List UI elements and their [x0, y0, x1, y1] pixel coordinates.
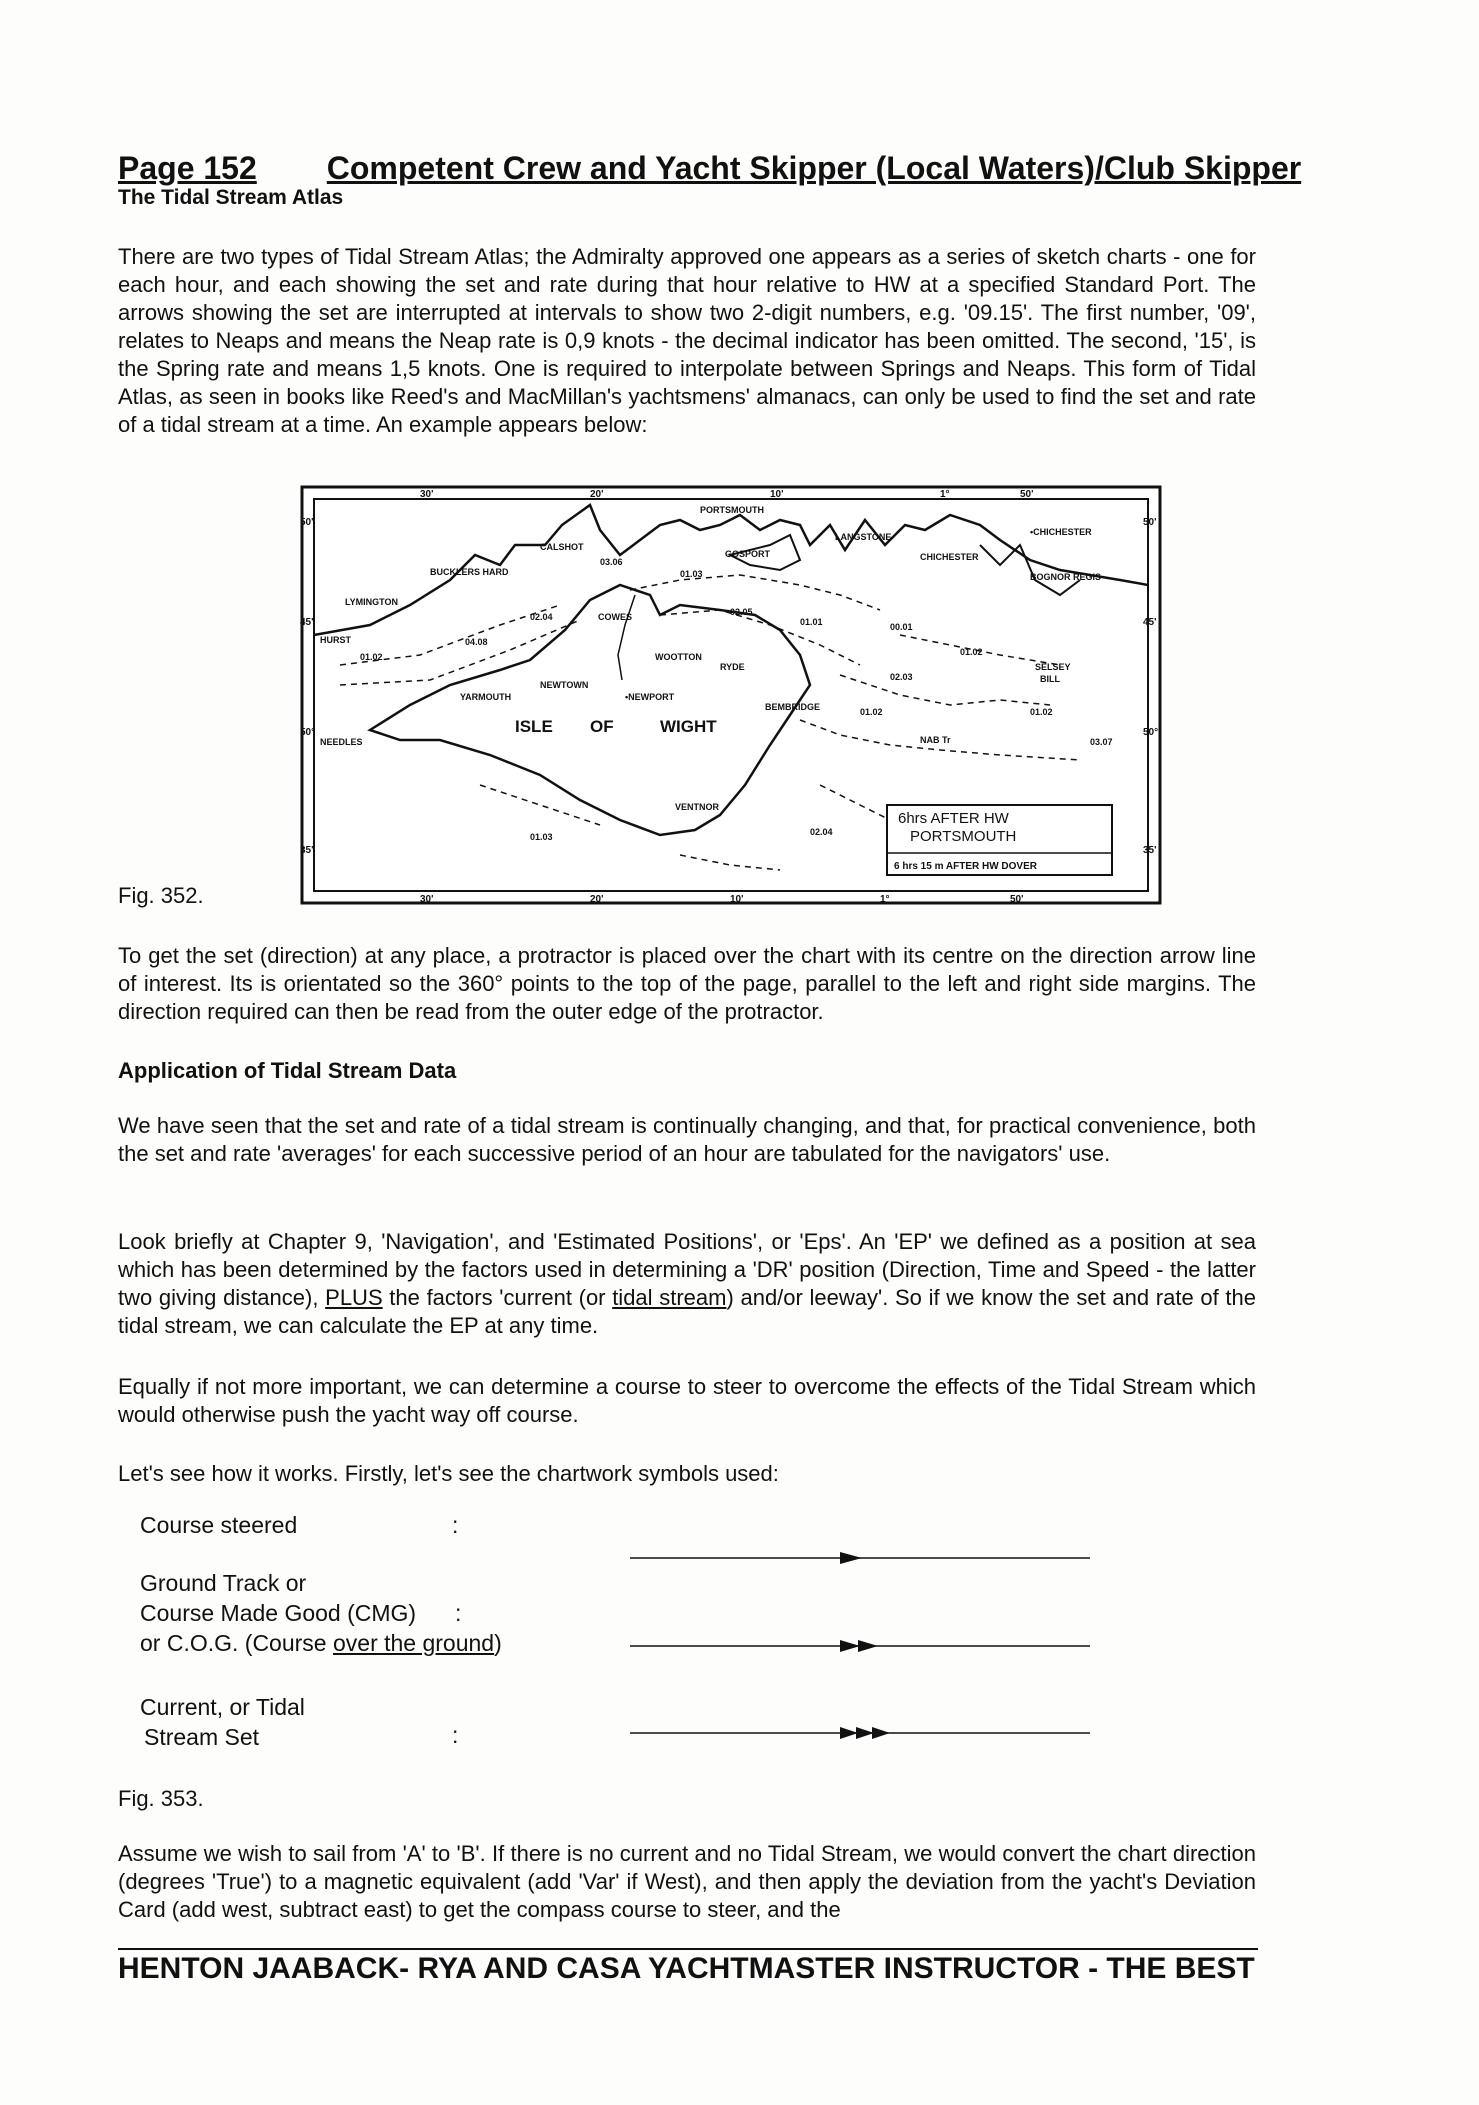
rate-label: 01.03 — [680, 569, 703, 579]
isle-label: OF — [590, 717, 614, 736]
page-footer: HENTON JAABACK- RYA AND CASA YACHTMASTER INSTRUCTOR - THE BEST — [118, 1952, 1255, 1985]
rate-label: 01.02 — [1030, 707, 1053, 717]
right-tick-2: 45' — [1143, 617, 1157, 628]
text-line: Current, or Tidal — [140, 1694, 305, 1720]
place-label: RYDE — [720, 662, 745, 672]
left-tick-2: 45' — [300, 617, 314, 628]
chart-box-line2: PORTSMOUTH — [910, 828, 1017, 845]
figure-caption-353: Fig. 353. — [118, 1786, 204, 1811]
place-label: HURST — [320, 635, 351, 645]
rate-label: 02.04 — [530, 612, 553, 622]
bottom-tick-5: 50' — [1010, 894, 1024, 905]
paragraph-symbols-intro: Let's see how it works. Firstly, let's see the chartwork symbols used: — [118, 1461, 779, 1486]
paragraph-tidal-atlas-intro: There are two types of Tidal Stream Atlas; the Admiralty approved one appears as a series of sketch charts - one for each hour, and each showing the set and rate during that hour relative to HW at a specified Standard Port. The arrows showing the set are interrupted at intervals to show two 2-digit numbers, e.g. '09.15'. The first number, '09', relates to Neaps and means the Neap rate is 0,9 knots - the decimal indicator has been omitted. The second, '15', is the Spring rate and means 1,5 knots. One is required to interpolate between Springs and Neaps. This form of Tidal Atlas, as seen in books like Reed's and MacMillan's yachtsmens' almanacs, can only be used to find the set and rate of a tidal stream at a time. An example appears below: — [118, 244, 1256, 437]
text-run: or C.O.G. (Course — [140, 1630, 333, 1656]
paragraph-estimated-positions — [118, 1228, 1256, 1340]
rate-label: 04.08 — [465, 637, 488, 647]
isle-label: ISLE — [515, 717, 553, 736]
paragraph-a-to-b: Assume we wish to sail from 'A' to 'B'. If there is no current and no Tidal Stream, we would convert the chart direction (degrees 'True') to a magnetic equivalent (add 'Var' if West), and then apply the deviation from the yacht's Deviation Card (add west, subtract east) to get the compass course to steer, and the — [118, 1841, 1256, 1922]
book-title: Competent Crew and Yacht Skipper (Local Waters)/Club Skipper — [326, 150, 1302, 186]
rate-label: 01.01 — [800, 617, 823, 627]
symbol-colon: : — [452, 1722, 459, 1748]
left-tick-3: 50° — [300, 727, 316, 738]
place-label: NEEDLES — [320, 737, 363, 747]
place-label: •CHICHESTER — [1030, 527, 1092, 537]
top-tick-5: 50' — [1020, 489, 1034, 500]
rate-label: 03.06 — [600, 557, 623, 567]
text-line: Ground Track or — [140, 1570, 307, 1596]
place-label: GOSPORT — [725, 549, 771, 559]
isle-label: WIGHT — [660, 717, 717, 736]
rate-label: 02.03 — [890, 672, 913, 682]
symbol-colon: : — [455, 1600, 462, 1626]
tidal-stream-chart — [300, 485, 1162, 905]
section-heading: Application of Tidal Stream Data — [118, 1058, 457, 1083]
place-label: LYMINGTON — [345, 597, 399, 607]
place-label: YARMOUTH — [460, 692, 512, 702]
symbol-label-course-steered: Course steered — [140, 1512, 298, 1538]
text-run: Look briefly at Chapter 9, 'Navigation', and 'Estimated Positions', or 'Eps'. An 'EP' we defined as a position at sea which has been determined by the factors used in determining a 'DR' position (Direction, Time and Speed - the latter two giving distance), — [118, 1229, 1256, 1310]
text-run: ) — [494, 1630, 502, 1656]
text-run: Course Made Good (CMG) — [140, 1600, 417, 1626]
chart-box-line3: 6 hrs 15 m AFTER HW DOVER — [894, 861, 1037, 872]
top-tick-1: 30' — [420, 489, 434, 500]
place-label: COWES — [598, 612, 633, 622]
left-tick-4: 35' — [300, 845, 314, 856]
place-label: VENTNOR — [675, 802, 720, 812]
place-label: PORTSMOUTH — [700, 505, 764, 515]
right-tick-3: 50° — [1143, 727, 1159, 738]
place-label: LANGSTONE — [835, 532, 892, 542]
place-label: BILL — [1040, 674, 1060, 684]
top-tick-2: 20' — [590, 489, 604, 500]
top-tick-4: 1° — [940, 489, 950, 500]
text-run: over the ground — [332, 1630, 495, 1656]
tidal-stream-arrow-icon — [630, 1723, 1090, 1743]
rate-label: 03.07 — [1090, 737, 1113, 747]
rate-label: 01.02 — [960, 647, 983, 657]
bottom-tick-4: 1° — [880, 894, 890, 905]
paragraph-averages: We have seen that the set and rate of a tidal stream is continually changing, and that, for practical convenience, both the set and rate 'averages' for each successive period of an hour are tabulated for the navigators' use. — [118, 1113, 1256, 1166]
text-run: the factors 'current (or — [382, 1285, 613, 1310]
rate-label: 02.04 — [810, 827, 833, 837]
text-run: tidal stream — [612, 1285, 727, 1310]
place-label: WOOTTON — [655, 652, 702, 662]
right-tick-1: 50' — [1143, 517, 1157, 528]
figure-caption-352: Fig. 352. — [118, 883, 204, 908]
place-label: BUCKLERS HARD — [430, 567, 509, 577]
bottom-tick-2: 20' — [590, 894, 604, 905]
place-label: NAB Tr — [920, 735, 951, 745]
text-run: ) and/or leeway'. So if we know the set and rate of the tidal stream, we can calculate the EP at any time. — [118, 1285, 1256, 1338]
page-number: Page 152 — [118, 150, 257, 186]
paragraph-protractor: To get the set (direction) at any place, a protractor is placed over the chart with its centre on the direction arrow line of interest. Its is orientated so the 360° points to the top of the page, parallel to the left and right side margins. The direction required can then be read from the outer edge of the protractor. — [118, 943, 1256, 1024]
course-steered-arrow-icon — [630, 1548, 1090, 1568]
rate-label: 01.03 — [530, 832, 553, 842]
place-label: NEWTOWN — [540, 680, 589, 690]
text-line: Stream Set — [144, 1724, 260, 1750]
ground-track-arrow-icon — [630, 1636, 1090, 1656]
place-label: CHICHESTER — [920, 552, 979, 562]
left-tick-1: 50' — [300, 517, 314, 528]
section-subtitle: The Tidal Stream Atlas — [118, 186, 344, 209]
page-header — [118, 150, 1302, 187]
place-label: •NEWPORT — [625, 692, 675, 702]
symbol-label-ground-track — [140, 1568, 502, 1658]
rate-label: 01.02 — [360, 652, 383, 662]
place-label: SELSEY — [1035, 662, 1071, 672]
rate-label: 00.01 — [890, 622, 913, 632]
right-tick-4: 35' — [1143, 845, 1157, 856]
symbol-label-current — [140, 1692, 305, 1752]
place-label: BEMBRIDGE — [765, 702, 821, 712]
rate-label: 02.05 — [730, 607, 753, 617]
chart-box-line1: 6hrs AFTER HW — [898, 810, 1009, 827]
place-label: BOGNOR REGIS — [1030, 572, 1102, 582]
symbol-colon: : — [452, 1512, 459, 1538]
top-tick-3: 10' — [770, 489, 784, 500]
bottom-tick-3: 10' — [730, 894, 744, 905]
text-run: PLUS — [325, 1285, 383, 1310]
place-label: CALSHOT — [540, 542, 584, 552]
rate-label: 01.02 — [860, 707, 883, 717]
paragraph-course-to-steer: Equally if not more important, we can determine a course to steer to overcome the effects of the Tidal Stream which would otherwise push the yacht way off course. — [118, 1374, 1256, 1427]
bottom-tick-1: 30' — [420, 894, 434, 905]
footer-divider — [118, 1948, 1258, 1950]
